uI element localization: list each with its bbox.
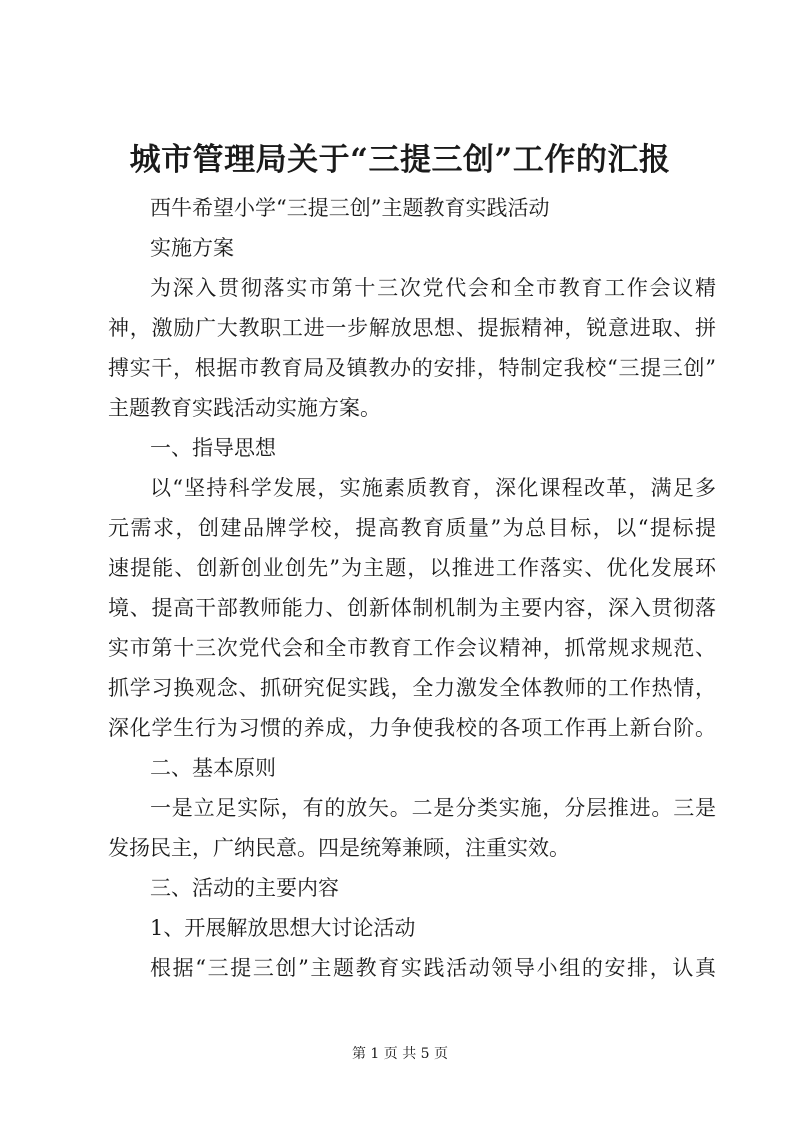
section1-line-4: 境、提高干部教师能力、创新体制机制为主要内容，深入贯彻落 xyxy=(108,596,716,620)
section3-line-1: 根据“三提三创”主题教育实践活动领导小组的安排，认真 xyxy=(150,956,716,980)
intro-line-4: 主题教育实践活动实施方案。 xyxy=(108,396,381,420)
section1-line-7: 深化学生行为习惯的养成，力争使我校的各项工作再上新台阶。 xyxy=(108,716,716,740)
intro-line-1: 为深入贯彻落实市第十三次党代会和全市教育工作会议精 xyxy=(150,276,716,300)
page-footer: 第 1 页 共 5 页 xyxy=(351,1046,449,1062)
subtitle: 西牛希望小学“三提三创”主题教育实践活动 xyxy=(150,196,550,220)
document-title: 城市管理局关于“三提三创”工作的汇报 xyxy=(129,142,671,178)
subtitle-plan: 实施方案 xyxy=(150,236,234,260)
section-heading-2: 二、基本原则 xyxy=(150,756,276,780)
intro-line-2: 神，激励广大教职工进一步解放思想、提振精神，锐意进取、拼 xyxy=(108,316,716,340)
subsection-heading-1: 1、开展解放思想大讨论活动 xyxy=(150,916,416,940)
section1-line-2: 元需求，创建品牌学校，提高教育质量”为总目标，以“提标提 xyxy=(108,516,716,540)
section-heading-3: 三、活动的主要内容 xyxy=(150,876,339,900)
section1-line-6: 抓学习换观念、抓研究促实践，全力激发全体教师的工作热情， xyxy=(108,676,716,700)
section1-line-1: 以“坚持科学发展，实施素质教育，深化课程改革，满足多 xyxy=(150,476,716,500)
section2-line-1: 一是立足实际，有的放矢。二是分类实施，分层推进。三是 xyxy=(150,796,716,820)
intro-line-3: 搏实干，根据市教育局及镇教办的安排，特制定我校“三提三创” xyxy=(108,356,716,380)
section1-line-5: 实市第十三次党代会和全市教育工作会议精神，抓常规求规范、 xyxy=(108,636,716,660)
section1-line-3: 速提能、创新创业创先”为主题，以推进工作落实、优化发展环 xyxy=(108,556,716,580)
section-heading-1: 一、指导思想 xyxy=(150,436,276,460)
section2-line-2: 发扬民主，广纳民意。四是统筹兼顾，注重实效。 xyxy=(108,836,570,860)
